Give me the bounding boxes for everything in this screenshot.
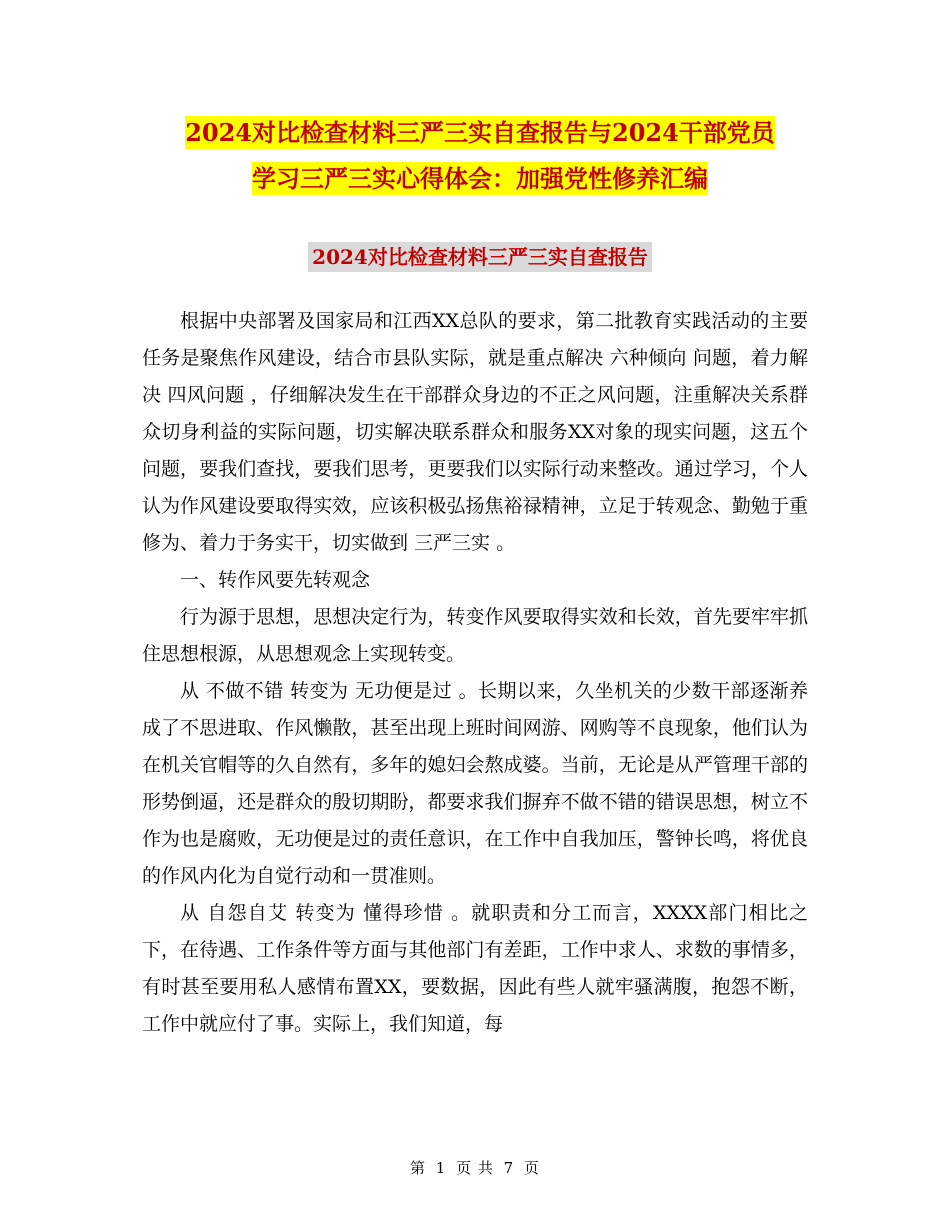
- paragraph-4: 从 自怨自艾 转变为 懂得珍惜 。就职责和分工而言，XXXX部门相比之下，在待遇、工作条件等方面与其他部门有差距，工作中求人、求数的事情多，有时甚至要用私人感情布置XX，要数据，因此有些人就牢骚满腹，抱怨不断，工作中就应付了事。实际上，我们知道，每: [142, 902, 808, 1035]
- paragraph-3: 从 不做不错 转变为 无功便是过 。长期以来，久坐机关的少数干部逐渐养成了不思进取、作风懒散，甚至出现上班时间网游、网购等不良现象，他们认为在机关官帽等的久自然有，多年的媳妇会熬成婆。当前，无论是从严管理干部的形势倒逼，还是群众的殷切期盼，都要求我们摒弃不做不错的错误思想，树立不作为也是腐败，无功便是过的责任意识，在工作中自我加压，警钟长鸣，将优良的作风内化为自觉行动和一贯准则。: [142, 680, 808, 887]
- footer-suffix: 页: [524, 1159, 541, 1177]
- title-line-2: 学习三严三实心得体会：加强党性修养汇编: [252, 164, 708, 193]
- section-title: [100, 242, 860, 272]
- document-title: [100, 110, 860, 202]
- footer-total-pages: 7: [503, 1159, 515, 1177]
- section-heading-1: 一、转作风要先转观念: [180, 569, 371, 591]
- footer-prefix: 第: [409, 1159, 426, 1177]
- footer-page-number: 1: [435, 1159, 447, 1177]
- paragraph-1: 根据中央部署及国家局和江西XX总队的要求，第二批教育实践活动的主要任务是聚焦作风建设，结合市县队实际，就是重点解决 六种倾向 问题，着力解决 四风问题 ，仔细解决发生在干部群众身边的不正之风问题，注重解决关系群众切身利益的实际问题，切实解决联系群众和服务XX对象的现实问题，这五个问题，要我们查找，要我们思考，更要我们以实际行动来整改。通过学习，个人认为作风建设要取得实效，应该积极弘扬焦裕禄精神，立足于转观念、勤勉于重修为、着力于务实干，切实做到 三严三实 。: [142, 310, 808, 554]
- title-line-1: 2024对比检查材料三严三实自查报告与2024干部党员: [185, 118, 775, 147]
- section-title-text: 2024对比检查材料三严三实自查报告: [308, 242, 652, 272]
- footer-middle: 页 共: [456, 1159, 494, 1177]
- page-footer: [0, 1157, 950, 1178]
- paragraph-2: 行为源于思想，思想决定行为，转变作风要取得实效和长效，首先要牢牢抓住思想根源，从思想观念上实现转变。: [142, 606, 808, 665]
- body-text: [142, 303, 808, 1043]
